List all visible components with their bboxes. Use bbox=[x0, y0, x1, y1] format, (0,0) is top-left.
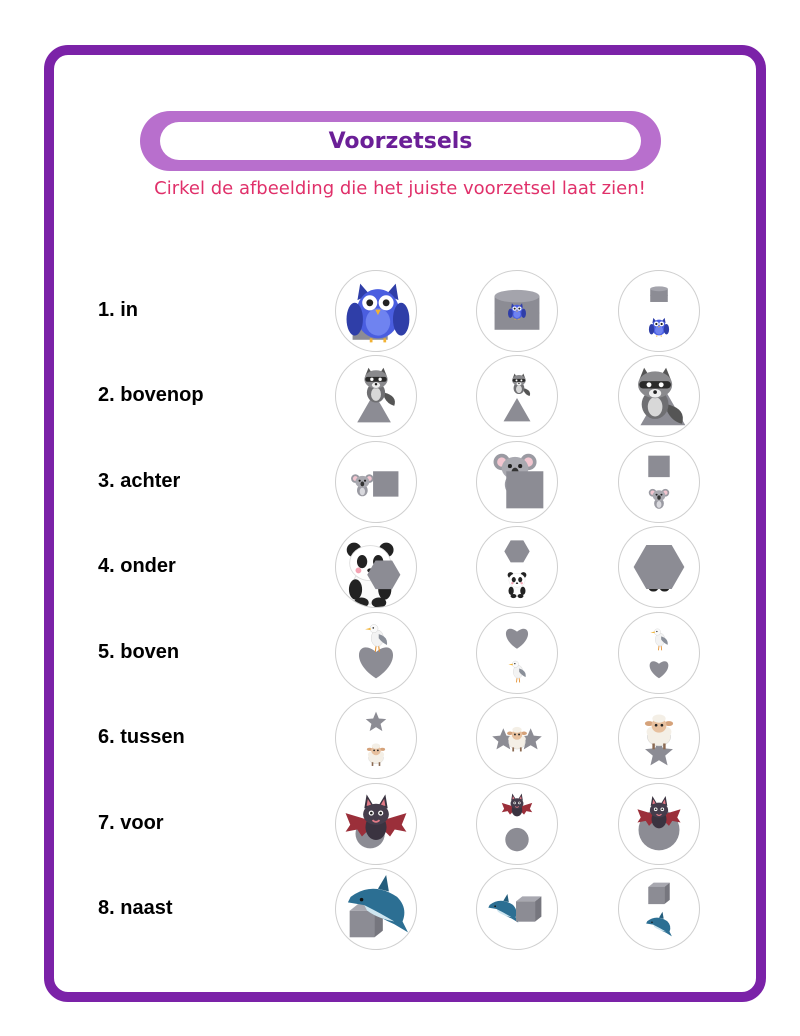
row-label: 7. voor bbox=[98, 812, 164, 834]
dolphin-and-cube-illustration bbox=[619, 869, 699, 949]
title-banner bbox=[140, 111, 661, 171]
answer-option-raccoon-behind-triangle[interactable] bbox=[618, 355, 700, 437]
answer-option-dolphin-in-front-of-cube[interactable] bbox=[335, 868, 417, 950]
answer-option-koala-next-to-square[interactable] bbox=[335, 441, 417, 523]
answer-option-seagull-under-heart[interactable] bbox=[476, 612, 558, 694]
row-label: 5. boven bbox=[98, 641, 180, 663]
answer-option-sheep-on-star[interactable] bbox=[618, 697, 700, 779]
raccoon-and-triangle-illustration bbox=[619, 356, 699, 436]
title-banner-inner bbox=[160, 122, 641, 160]
sheep-and-star-illustration bbox=[336, 698, 416, 778]
seagull-and-heart-illustration bbox=[477, 613, 557, 693]
owl-and-cylinder-illustration bbox=[477, 271, 557, 351]
row-label: 4. onder bbox=[98, 555, 176, 577]
answer-option-bat-above-circle[interactable] bbox=[476, 783, 558, 865]
answer-option-cylinder-above-owl[interactable] bbox=[618, 270, 700, 352]
row-label: 1. in bbox=[98, 299, 139, 321]
page-title: Voorzetsels bbox=[328, 128, 473, 154]
koala-and-square-illustration bbox=[477, 442, 557, 522]
koala-and-square-illustration bbox=[619, 442, 699, 522]
seagull-and-heart-illustration bbox=[619, 613, 699, 693]
answer-option-raccoon-on-top-of-triangle[interactable] bbox=[335, 355, 417, 437]
sheep-and-star-illustration bbox=[619, 698, 699, 778]
bat-and-circle-illustration bbox=[477, 784, 557, 864]
answer-option-panda-beside-hexagon[interactable] bbox=[335, 526, 417, 608]
answer-option-panda-behind-hexagon[interactable] bbox=[618, 526, 700, 608]
answer-option-sheep-between-stars[interactable] bbox=[476, 697, 558, 779]
answer-option-raccoon-above-triangle[interactable] bbox=[476, 355, 558, 437]
panda-and-hexagon-illustration bbox=[477, 527, 557, 607]
answer-option-bat-in-front-of-circle[interactable] bbox=[335, 783, 417, 865]
row-label: 2. bovenop bbox=[98, 384, 204, 406]
row-label: 3. achter bbox=[98, 470, 181, 492]
answer-option-square-above-koala[interactable] bbox=[618, 441, 700, 523]
answer-option-dolphin-next-to-cube[interactable] bbox=[476, 868, 558, 950]
instruction-text: Cirkel de afbeelding die het juiste voorzetsel laat zien! bbox=[154, 178, 646, 199]
panda-and-hexagon-illustration bbox=[336, 527, 416, 607]
raccoon-and-triangle-illustration bbox=[477, 356, 557, 436]
row-label: 6. tussen bbox=[98, 726, 185, 748]
row-label: 8. naast bbox=[98, 897, 173, 919]
sheep-and-star-illustration bbox=[477, 698, 557, 778]
answer-option-owl-big-in-front-of-cylinder[interactable] bbox=[335, 270, 417, 352]
answer-option-panda-under-hexagon[interactable] bbox=[476, 526, 558, 608]
answer-option-koala-behind-square[interactable] bbox=[476, 441, 558, 523]
answer-option-cube-above-dolphin[interactable] bbox=[618, 868, 700, 950]
seagull-and-heart-illustration bbox=[336, 613, 416, 693]
answer-option-bat-behind-circle[interactable] bbox=[618, 783, 700, 865]
answer-option-seagull-on-heart[interactable] bbox=[335, 612, 417, 694]
owl-and-cylinder-illustration bbox=[336, 271, 416, 351]
bat-and-circle-illustration bbox=[336, 784, 416, 864]
answer-option-seagull-above-heart[interactable] bbox=[618, 612, 700, 694]
raccoon-and-triangle-illustration bbox=[336, 356, 416, 436]
dolphin-and-cube-illustration bbox=[477, 869, 557, 949]
koala-and-square-illustration bbox=[336, 442, 416, 522]
answer-option-owl-inside-cylinder[interactable] bbox=[476, 270, 558, 352]
owl-and-cylinder-illustration bbox=[619, 271, 699, 351]
answer-option-sheep-under-star[interactable] bbox=[335, 697, 417, 779]
panda-and-hexagon-illustration bbox=[619, 527, 699, 607]
bat-and-circle-illustration bbox=[619, 784, 699, 864]
dolphin-and-cube-illustration bbox=[336, 869, 416, 949]
